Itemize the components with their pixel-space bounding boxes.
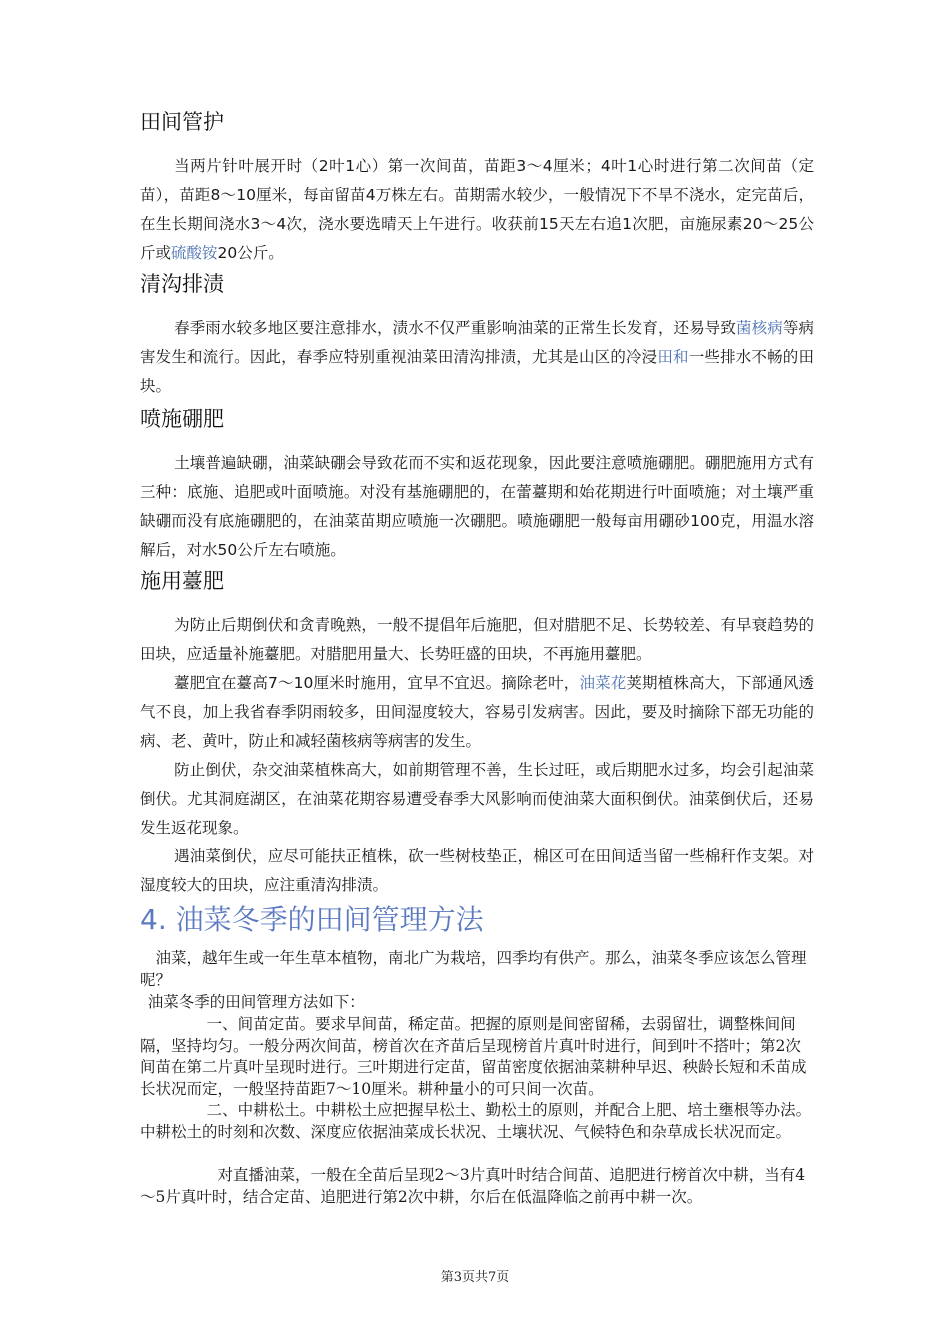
paragraph-drainage bbox=[140, 314, 814, 401]
link-ammonium-sulfate[interactable]: 硫酸铵 bbox=[171, 244, 218, 262]
paragraph-thinning: 一、间苗定苗。要求早间苗，稀定苗。把握的原则是间密留稀，去弱留壮，调整株间间隔，坚持均匀。一般分两次间苗，榜首次在齐苗后呈现榜首片真叶时进行，间到叶不搭叶；第2次间苗在第二片真叶呈现时进行。三叶期进行定苗，留苗密度依据油菜耕种早迟、秧龄长短和禾苗成长状况而定，一般坚持苗距7～10厘米。耕种量小的可只间一次苗。 bbox=[140, 1015, 807, 1098]
paragraph-winter-intro: 油菜，越年生或一年生草本植物，南北广为栽培，四季均有供产。那么，油菜冬季应该怎么管理呢？ bbox=[140, 949, 807, 989]
heading-bolting-fertilizer: 施用薹肥 bbox=[140, 569, 224, 593]
paragraph-tillage: 二、中耕松土。中耕松土应把握早松土、勤松土的原则，并配合上肥、培土壅根等办法。中耕松土的时刻和次数、深度应依据油菜成长状况、土壤状况、气候特色和杂草成长状况而定。 bbox=[140, 1101, 812, 1141]
link-field[interactable]: 田和 bbox=[657, 348, 689, 366]
paragraph-boron: 土壤普遍缺硼，油菜缺硼会导致花而不实和返花现象，因此要注意喷施硼肥。硼肥施用方式有三种：底施、追肥或叶面喷施。对没有基施硼肥的，在蕾薹期和始花期进行叶面喷施；对土壤严重缺硼而没有底施硼肥的，在油菜苗期应喷施一次硼肥。喷施硼肥一般每亩用硼砂100克，用温水溶解后，对水50公斤左右喷施。 bbox=[140, 454, 814, 559]
text: 春季雨水较多地区要注意排水，渍水不仅严重影响油菜的正常生长发育，还易导致 bbox=[174, 319, 737, 337]
link-sclerotinia[interactable]: 菌核病 bbox=[736, 319, 783, 337]
text: 当两片针叶展开时（2叶1心）第一次间苗，苗距3～4厘米；4叶1心时进行第二次间苗（定苗），苗距8～10厘米，每亩留苗4万株左右。苗期需水较少，一般情况下不旱不浇水，定完苗后，在生长期间浇水3～4次，浇水要选晴天上午进行。收获前15天左右追1次肥，亩施尿素20～25公斤或 bbox=[140, 157, 814, 262]
heading-boron: 喷施硼肥 bbox=[140, 407, 224, 431]
paragraph-direct-seeding: 对直播油菜，一般在全苗后呈现2～3片真叶时结合间苗、追肥进行榜首次中耕，当有4～5片真叶时，结合定苗、追肥进行第2次中耕，尔后在低温降临之前再中耕一次。 bbox=[140, 1166, 806, 1206]
paragraph-bolting-1: 为防止后期倒伏和贪青晚熟，一般不提倡年后施肥，但对腊肥不足、长势较差、有早衰趋势的田块，应适量补施薹肥。对腊肥用量大、长势旺盛的田块，不再施用薹肥。 bbox=[140, 616, 814, 663]
paragraph-field-care bbox=[140, 152, 814, 268]
text: 荚期植株高大，下部通风透气不良，加上我省春季阴雨较多，田间湿度较大，容易引发病害。因此，要及时摘除下部无功能的病、老、黄叶，防止和减轻菌核病等病害的发生。 bbox=[140, 674, 814, 750]
paragraph-lodging-remedy: 遇油菜倒伏，应尽可能扶正植株，砍一些树枝垫正，棉区可在田间适当留一些棉秆作支架。对湿度较大的田块，应注重清沟排渍。 bbox=[140, 847, 814, 894]
paragraph-bolting-2 bbox=[140, 669, 814, 756]
text: 等病害发生和流行。因此，春季应特别重视油菜田清沟排渍，尤其是山区的冷浸 bbox=[140, 319, 814, 366]
text: 一些排水不畅的田块。 bbox=[140, 348, 814, 395]
paragraph-lodging: 防止倒伏，杂交油菜植株高大，如前期管理不善，生长过旺，或后期肥水过多，均会引起油菜倒伏。尤其洞庭湖区，在油菜花期容易遭受春季大风影响而使油菜大面积倒伏。油菜倒伏后，还易发生返花现象。 bbox=[140, 761, 814, 837]
page-footer: 第3页共7页 bbox=[440, 1270, 510, 1285]
heading-field-care: 田间管护 bbox=[140, 110, 224, 134]
heading-drainage: 清沟排渍 bbox=[140, 272, 224, 296]
link-rape-flower[interactable]: 油菜花 bbox=[579, 674, 627, 692]
paragraph-winter-methods: 油菜冬季的田间管理方法如下： bbox=[147, 993, 365, 1011]
text: 20公斤。 bbox=[217, 244, 284, 262]
text: 薹肥宜在薹高7～10厘米时施用，宜早不宜迟。摘除老叶， bbox=[174, 674, 580, 692]
section-heading-winter-management: 4. 油菜冬季的田间管理方法 bbox=[140, 903, 484, 936]
